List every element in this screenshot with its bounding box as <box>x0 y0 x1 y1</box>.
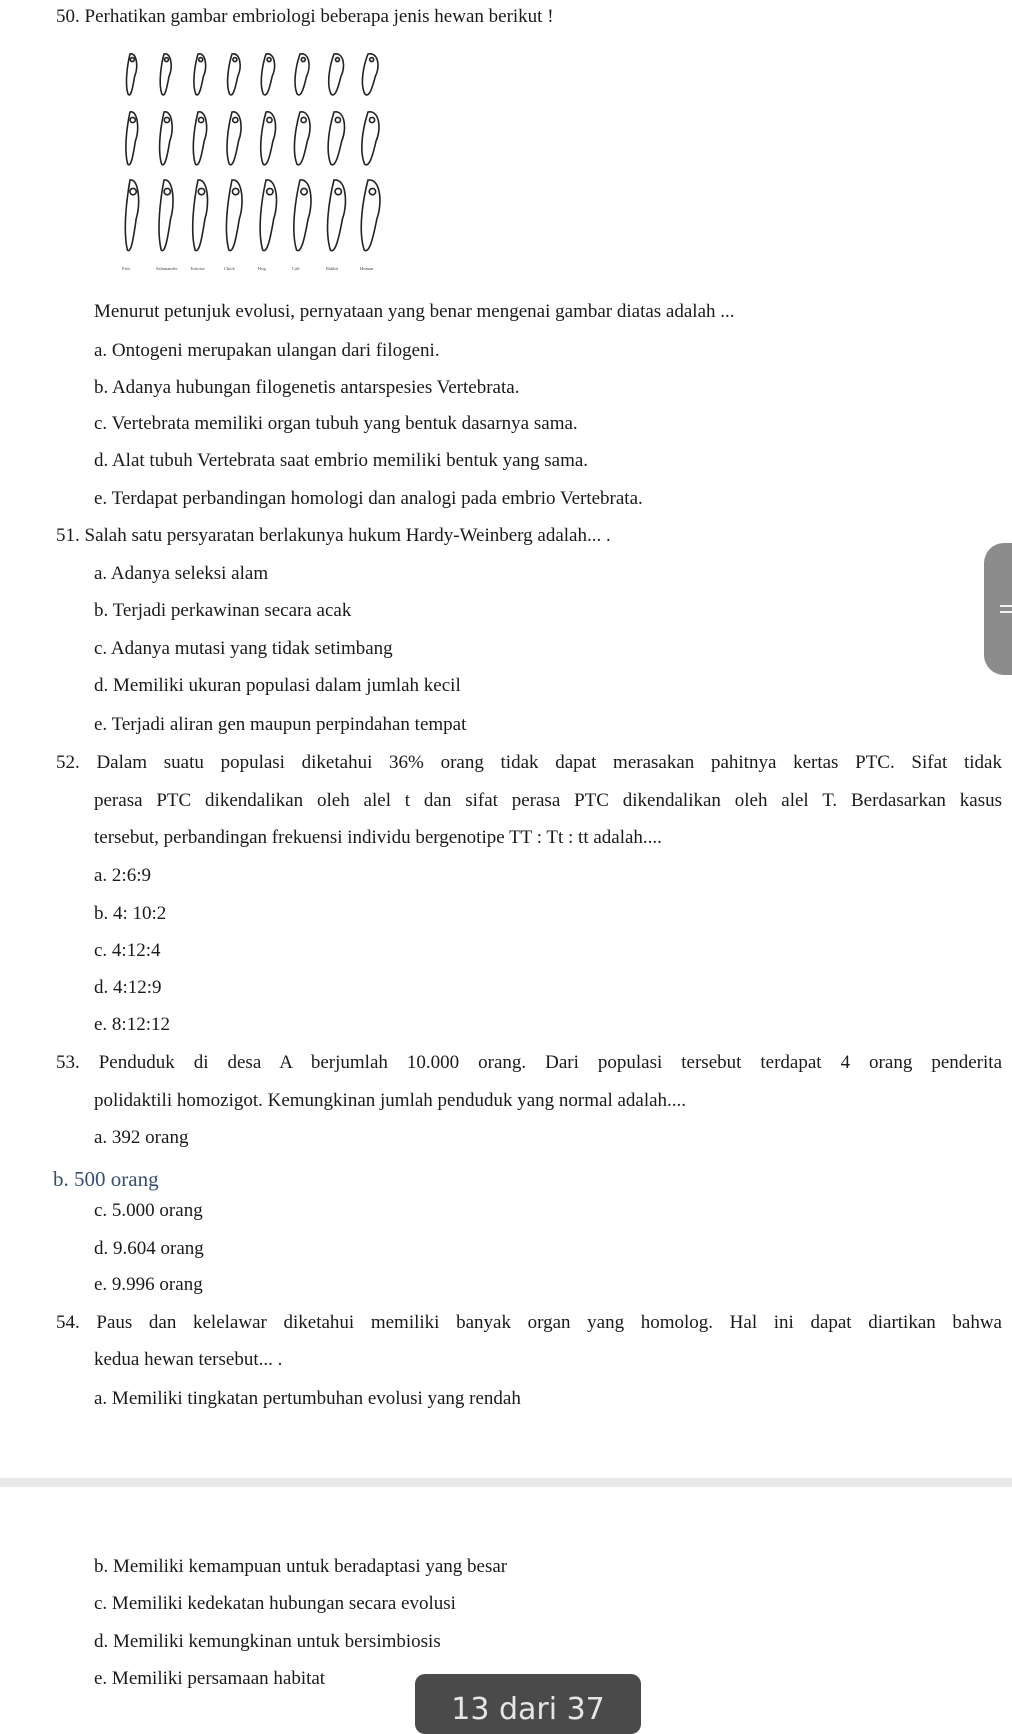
embryo-drawing <box>294 112 310 165</box>
embryo-eye <box>369 117 374 122</box>
q51-option-b[interactable]: b. Terjadi perkawinan secara acak <box>94 600 352 621</box>
embryo-eye <box>199 58 203 62</box>
embryo-species-label: Calf <box>292 266 300 271</box>
embryo-eye <box>232 188 238 194</box>
q50-option-c[interactable]: c. Vertebrata memiliki organ tubuh yang bentuk dasarnya sama. <box>94 413 578 434</box>
q52-option-a[interactable]: a. 2:6:9 <box>94 865 151 886</box>
page-indicator: 13 dari 37 <box>415 1674 641 1734</box>
embryo-drawing <box>193 112 206 165</box>
embryo-eye <box>370 58 374 62</box>
side-panel-handle[interactable] <box>984 543 1012 675</box>
q54-option-d[interactable]: d. Memiliki kemungkinan untuk bersimbiosis <box>94 1631 441 1652</box>
q52-stem-line-3: tersebut, perbandingan frekuensi individu bergenotipe TT : Tt : tt adalah.... <box>94 827 662 848</box>
embryo-eye <box>198 188 204 194</box>
q52-stem-line-1: 52. Dalam suatu populasi diketahui 36% orang tidak dapat merasakan pahitnya kertas PTC. Sifat tidak <box>56 752 1002 773</box>
embryo-species-label: Salamander <box>156 266 178 271</box>
embryo-illustration <box>108 44 388 276</box>
embryo-eye <box>267 117 272 122</box>
q52-option-b[interactable]: b. 4: 10:2 <box>94 903 167 924</box>
q50-option-d[interactable]: d. Alat tubuh Vertebrata saat embrio memiliki bentuk yang sama. <box>94 450 589 471</box>
embryo-eye <box>267 58 271 62</box>
q52-option-c[interactable]: c. 4:12:4 <box>94 940 161 961</box>
q53-option-d[interactable]: d. 9.604 orang <box>94 1238 204 1259</box>
q51-option-a[interactable]: a. Adanya seleksi alam <box>94 563 269 584</box>
embryo-species-label: Hog <box>258 266 266 271</box>
embryo-eye <box>335 188 341 194</box>
embryo-species-label: Chick <box>224 266 235 271</box>
embryo-drawing <box>228 54 241 95</box>
q50-stem: 50. Perhatikan gambar embriologi beberapa jenis hewan berikut ! <box>56 6 554 27</box>
embryo-eye <box>130 188 136 194</box>
q53-option-a[interactable]: a. 392 orang <box>94 1127 189 1148</box>
q51-stem: 51. Salah satu persyaratan berlakunya hukum Hardy-Weinberg adalah... . <box>56 525 611 546</box>
q54-option-e[interactable]: e. Memiliki persamaan habitat <box>94 1668 326 1689</box>
embryo-eye <box>335 58 339 62</box>
embryo-drawing <box>260 180 276 251</box>
embryo-eye <box>165 58 169 62</box>
q50-prompt: Menurut petunjuk evolusi, pernyataan yang benar mengenai gambar diatas adalah ... <box>94 301 735 322</box>
embryo-drawing <box>294 180 311 251</box>
embryo-eye <box>164 188 170 194</box>
q52-option-e[interactable]: e. 8:12:12 <box>94 1014 170 1035</box>
q54-stem-line-2: kedua hewan tersebut... . <box>94 1349 283 1370</box>
embryo-drawing <box>261 112 276 165</box>
embryo-eye <box>335 117 340 122</box>
embryo-drawing <box>226 180 242 251</box>
embryo-drawing <box>361 180 380 251</box>
embryo-drawing <box>126 54 136 95</box>
q50-option-b[interactable]: b. Adanya hubungan filogenetis antarspesies Vertebrata. <box>94 377 520 398</box>
embryo-drawing <box>194 54 206 95</box>
q53-stem-line-1: 53. Penduduk di desa A berjumlah 10.000 orang. Dari populasi tersebut terdapat 4 orang penderita <box>56 1052 1002 1073</box>
embryo-species-label: Human <box>360 266 374 271</box>
embryo-eye <box>164 117 169 122</box>
embryo-eye <box>233 117 238 122</box>
q54-option-a[interactable]: a. Memiliki tingkatan pertumbuhan evolusi yang rendah <box>94 1388 521 1409</box>
q51-option-e[interactable]: e. Terjadi aliran gen maupun perpindahan tempat <box>94 714 467 735</box>
q52-stem-line-2: perasa PTC dikendalikan oleh alel t dan sifat perasa PTC dikendalikan oleh alel T. Berdasarkan kasus <box>94 790 1002 811</box>
embryo-eye <box>301 188 307 194</box>
embryo-drawing <box>193 180 208 251</box>
embryo-eye <box>130 58 134 62</box>
embryo-drawing <box>227 112 241 165</box>
embryo-species-label: Rabbit <box>326 266 338 271</box>
embryo-drawing <box>328 180 346 251</box>
embryo-drawing <box>160 54 171 95</box>
embryo-species-label: Tortoise <box>190 266 205 271</box>
q51-option-d[interactable]: d. Memiliki ukuran populasi dalam jumlah kecil <box>94 675 461 696</box>
embryology-figure <box>108 44 388 276</box>
q53-option-e[interactable]: e. 9.996 orang <box>94 1274 203 1295</box>
q54-option-b[interactable]: b. Memiliki kemampuan untuk beradaptasi yang besar <box>94 1556 508 1577</box>
embryo-drawing <box>261 54 274 95</box>
q52-option-d[interactable]: d. 4:12:9 <box>94 977 162 998</box>
embryo-drawing <box>362 112 379 165</box>
embryo-drawing <box>328 112 344 165</box>
q54-stem-line-1: 54. Paus dan kelelawar diketahui memiliki banyak organ yang homolog. Hal ini dapat diartikan bahwa <box>56 1312 1002 1333</box>
embryo-eye <box>267 188 273 194</box>
embryo-eye <box>301 117 306 122</box>
handle-grip-icon-2 <box>1000 611 1012 613</box>
q50-option-a[interactable]: a. Ontogeni merupakan ulangan dari filogeni. <box>94 340 440 361</box>
embryo-species-label: Fish <box>122 266 130 271</box>
embryo-eye <box>301 58 305 62</box>
embryo-eye <box>369 188 375 194</box>
q54-option-c[interactable]: c. Memiliki kedekatan hubungan secara evolusi <box>94 1593 456 1614</box>
q53-option-c[interactable]: c. 5.000 orang <box>94 1200 203 1221</box>
q53-stem-line-2: polidaktili homozigot. Kemungkinan jumlah penduduk yang normal adalah.... <box>94 1090 687 1111</box>
page-divider <box>0 1478 1012 1487</box>
handle-grip-icon <box>1000 605 1012 607</box>
embryo-eye <box>130 117 135 122</box>
q50-option-e[interactable]: e. Terdapat perbandingan homologi dan analogi pada embrio Vertebrata. <box>94 488 643 509</box>
q53-option-b-handwritten[interactable]: b. 500 orang <box>53 1167 159 1191</box>
embryo-eye <box>198 117 203 122</box>
embryo-eye <box>233 58 237 62</box>
q51-option-c[interactable]: c. Adanya mutasi yang tidak setimbang <box>94 638 393 659</box>
